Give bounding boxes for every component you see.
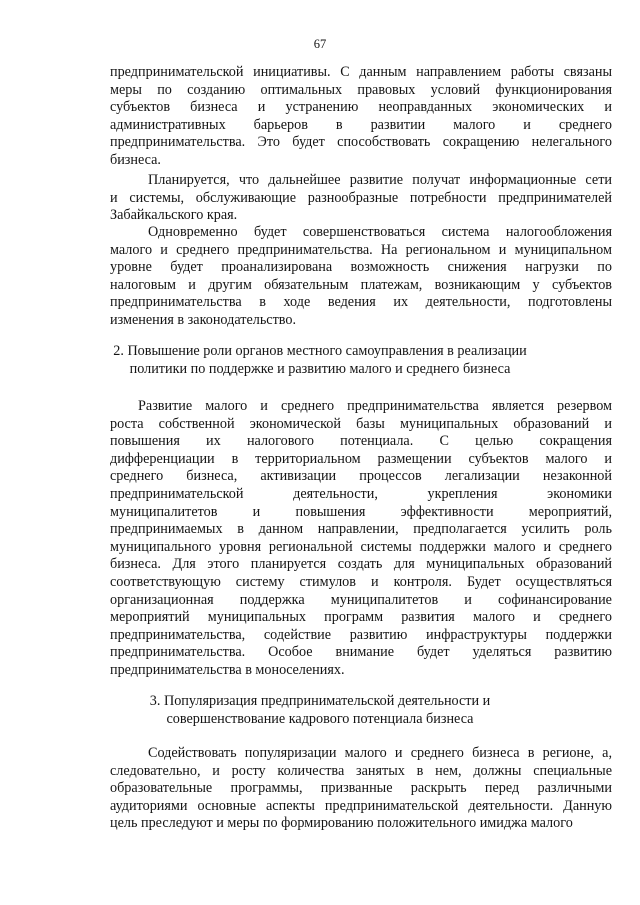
text-line: Развитие малого и среднего предпринимательства является резервом <box>138 398 612 414</box>
heading-line: совершенствование кадрового потенциала бизнеса <box>166 710 474 727</box>
text-line: предпринимательства, содействие развитию инфраструктуры поддержки <box>110 626 612 643</box>
text-line: Забайкальского края. <box>110 207 238 224</box>
text-line: изменения в законодательство. <box>110 311 297 328</box>
text-line: цель преследуют и меры по формированию положительного имиджа малого <box>110 815 573 832</box>
text-line: предпринимательства в ходе ведения их деятельности, подготовлены <box>110 294 612 311</box>
text-line: и системы, обслуживающие разнообразные потребности предпринимателей <box>110 189 612 206</box>
text-line: среднего бизнеса, активизации процессов легализации незаконной <box>110 468 612 485</box>
text-line: организационная поддержка муниципалитетов и софинансирование <box>110 591 612 608</box>
section-heading-3 <box>0 693 640 728</box>
paragraph-4 <box>110 398 612 680</box>
heading-line: 2. Повышение роли органов местного самоуправления в реализации <box>113 343 527 359</box>
text-line: образовательные программы, призванные раскрыть перед различными <box>110 780 612 797</box>
text-line: предпринимательской инициативы. С данным направлением работы связаны <box>110 64 612 80</box>
heading-line: политики по поддержке и развитию малого и среднего бизнеса <box>129 360 511 377</box>
section-heading-2 <box>0 343 640 378</box>
paragraph-3 <box>110 224 612 330</box>
text-line: предпринимательства в моноcелениях. <box>110 661 345 678</box>
text-line: мероприятий муниципальных программ развития малого и среднего <box>110 609 612 626</box>
text-line: налоговым и другим обязательным платежам, возникающим у субъектов <box>110 276 612 293</box>
text-line: следовательно, и росту количества занятых в нем, должны специальные <box>110 762 612 779</box>
text-line: муниципального уровня региональной системы поддержки малого и среднего <box>110 538 612 555</box>
text-line: предпринимательства. Особое внимание будет уделяться развитию <box>110 644 612 661</box>
text-line: малого и среднего предпринимательства. На региональном и муниципальном <box>110 241 612 258</box>
text-line: Одновременно будет совершенствоваться система налогообложения <box>148 224 612 240</box>
text-line: предпринимательской деятельности, укрепления экономики <box>110 485 612 502</box>
text-line: субъектов бизнеса и устранению неоправданных экономических и <box>110 99 612 116</box>
page-number: 67 <box>313 37 327 51</box>
text-line: бизнеса. Для этого планируется создать для муниципальных образований <box>110 556 612 573</box>
paragraph-2 <box>110 172 612 225</box>
text-line: аудиториями основные аспекты предпринимательской деятельности. Данную <box>110 797 612 814</box>
text-line: уровне будет проанализирована возможность снижения нагрузки по <box>110 259 612 276</box>
text-line: бизнеса. <box>110 151 161 168</box>
text-line: повышения их налогового потенциала. С целью сокращения <box>110 433 612 450</box>
text-line: предпринимательства. Это будет способствовать сокращению нелегального <box>110 134 612 151</box>
paragraph-1 <box>110 64 612 170</box>
text-line: роста собственной экономической базы муниципальных образований и <box>110 415 612 432</box>
text-line: соответствующую систему стимулов и контроля. Будет осуществляться <box>110 573 612 590</box>
text-line: административных барьеров в развитии малого и среднего <box>110 116 612 133</box>
paragraph-5 <box>110 745 612 833</box>
text-line: муниципалитетов и повышения эффективности мероприятий, <box>110 503 612 520</box>
text-line: меры по созданию оптимальных правовых условий функционирования <box>110 81 612 98</box>
text-line: предпринимаемых в данном направлении, предполагается усилить роль <box>110 521 612 538</box>
text-line: Планируется, что дальнейшее развитие получат информационные сети <box>148 172 612 188</box>
heading-line: 3. Популяризация предпринимательской деятельности и <box>149 693 491 709</box>
text-line: дифференциации в территориальном размещении субъектов малого и <box>110 450 612 467</box>
text-line: Содействовать популяризации малого и среднего бизнеса в регионе, а, <box>148 745 612 761</box>
